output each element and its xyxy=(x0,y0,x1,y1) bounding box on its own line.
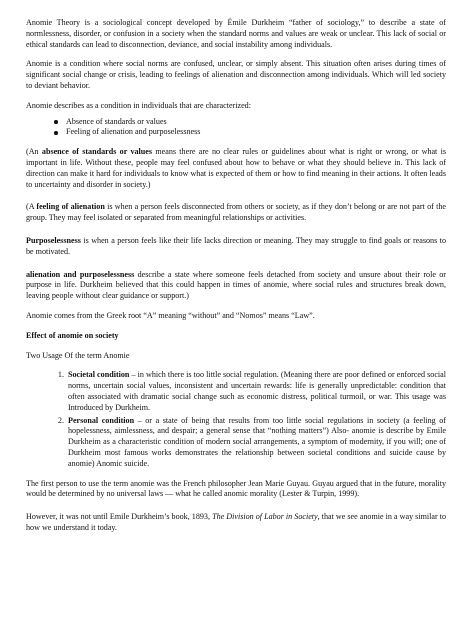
list-item: 1. Societal condition – in which there is too little social regulation. (Meaning there are poor defined or enforced social norms, uncertain social values, inconsistent and uncertain rewards: life is generally unpredictable: condition that often associated with dramatic social change such as economic distress, political turmoil, or war. This usage was Introduced by Durkheim. xyxy=(66,370,446,413)
characteristics-list xyxy=(26,117,446,139)
purposelessness-term: Purposelessness xyxy=(26,235,81,245)
purposelessness-paragraph: Purposelessness is when a person feels like their life lacks direction or meaning. They may struggle to find goals or reasons to be motivated. xyxy=(26,235,446,256)
intro-paragraph-3: Anomie describes as a condition in individuals that are characterized: xyxy=(26,100,251,110)
list-item: 2. Personal condition – or a state of being that results from too little social regulations in society (a feeling of hopelessness, aimlessness, and despair; a general sense that “nothing matters”) Also- anomie is describe by Emile Durkheim as a characteristic condition of modern social arrangements, a symptom of modernity, if you will; one of Durkheim most famous works demonstrates the relationship between societal conditions and suicide cause by anomie) Anomic suicide. xyxy=(66,416,446,470)
usage-term: Societal condition xyxy=(68,370,130,380)
list-item: Feeling of alienation and purposelessness xyxy=(54,127,446,138)
guyau-paragraph: The first person to use the term anomie was the French philosopher Jean Marie Guyau. Guyau argued that in the future, morality would be determined by no universal laws — what he called anomic morality (Lester & Turpin, 1999). xyxy=(26,478,446,499)
durkheim-book-paragraph: However, it was not until Emile Durkheim’s book, 1893, The Division of Labor in Society, that we see anomie in a way similar to how we understand it today. xyxy=(26,512,446,532)
effect-heading: Effect of anomie on society xyxy=(26,330,119,340)
standards-paragraph: (An absence of standards or values means there are no clear rules or guidelines about what is right or wrong, or what is important in life. Without these, people may feel confused about how to behave or what they should believe in. This lack of direction can make it hard for individuals to know what is expected of them or how to find meaning in their actions. It often leads to uncertainty and disorder in society.) xyxy=(26,147,446,189)
list-item: Absence of standards or values xyxy=(54,117,446,128)
standards-term: absence of standards or values xyxy=(41,147,153,157)
usage-list xyxy=(26,370,446,469)
intro-paragraph-2: Anomie is a condition where social norms are confused, unclear, or simply absent. This situation often arises during times of significant social change or crisis, leading to feelings of alienation and disconnection among individuals. Which will led society to deviant behavior. xyxy=(26,59,446,90)
alienation-paragraph: (A feeling of alienation is when a person feels disconnected from others or society, as if they don’t belong or are not part of the group. They may feel isolated or separated from meaningful relationships or activities. xyxy=(26,202,446,223)
usage-heading: Two Usage Of the term Anomie xyxy=(26,350,130,360)
alienation-purposelessness-paragraph: alienation and purposelessness describe a state where someone feels detached from society and unsure about their role or purpose in life. Durkheim believed that this could happen in times of anomie, where social rules and structures break down, leaving people without clear guidance or support.) xyxy=(26,269,446,301)
book-title: The Division of Labor in Society xyxy=(212,512,318,522)
alienation-term: feeling of alienation xyxy=(36,202,105,212)
document-page xyxy=(26,18,446,543)
alienation-purposelessness-term: alienation and purposelessness xyxy=(26,269,135,279)
intro-paragraph-1: Anomie Theory is a sociological concept developed by Émile Durkheim “father of sociology,” to describe a state of normlessness, disorder, or confusion in a society when the standard norms and values are weak or unclear. This lack of social or ethical standards can lead to disconnection, deviance, and social instability among individuals. xyxy=(26,18,446,49)
usage-term: Personal condition xyxy=(68,415,135,425)
origin-paragraph: Anomie comes from the Greek root “A” meaning “without” and “Nomos” means “Law”. xyxy=(26,310,315,320)
